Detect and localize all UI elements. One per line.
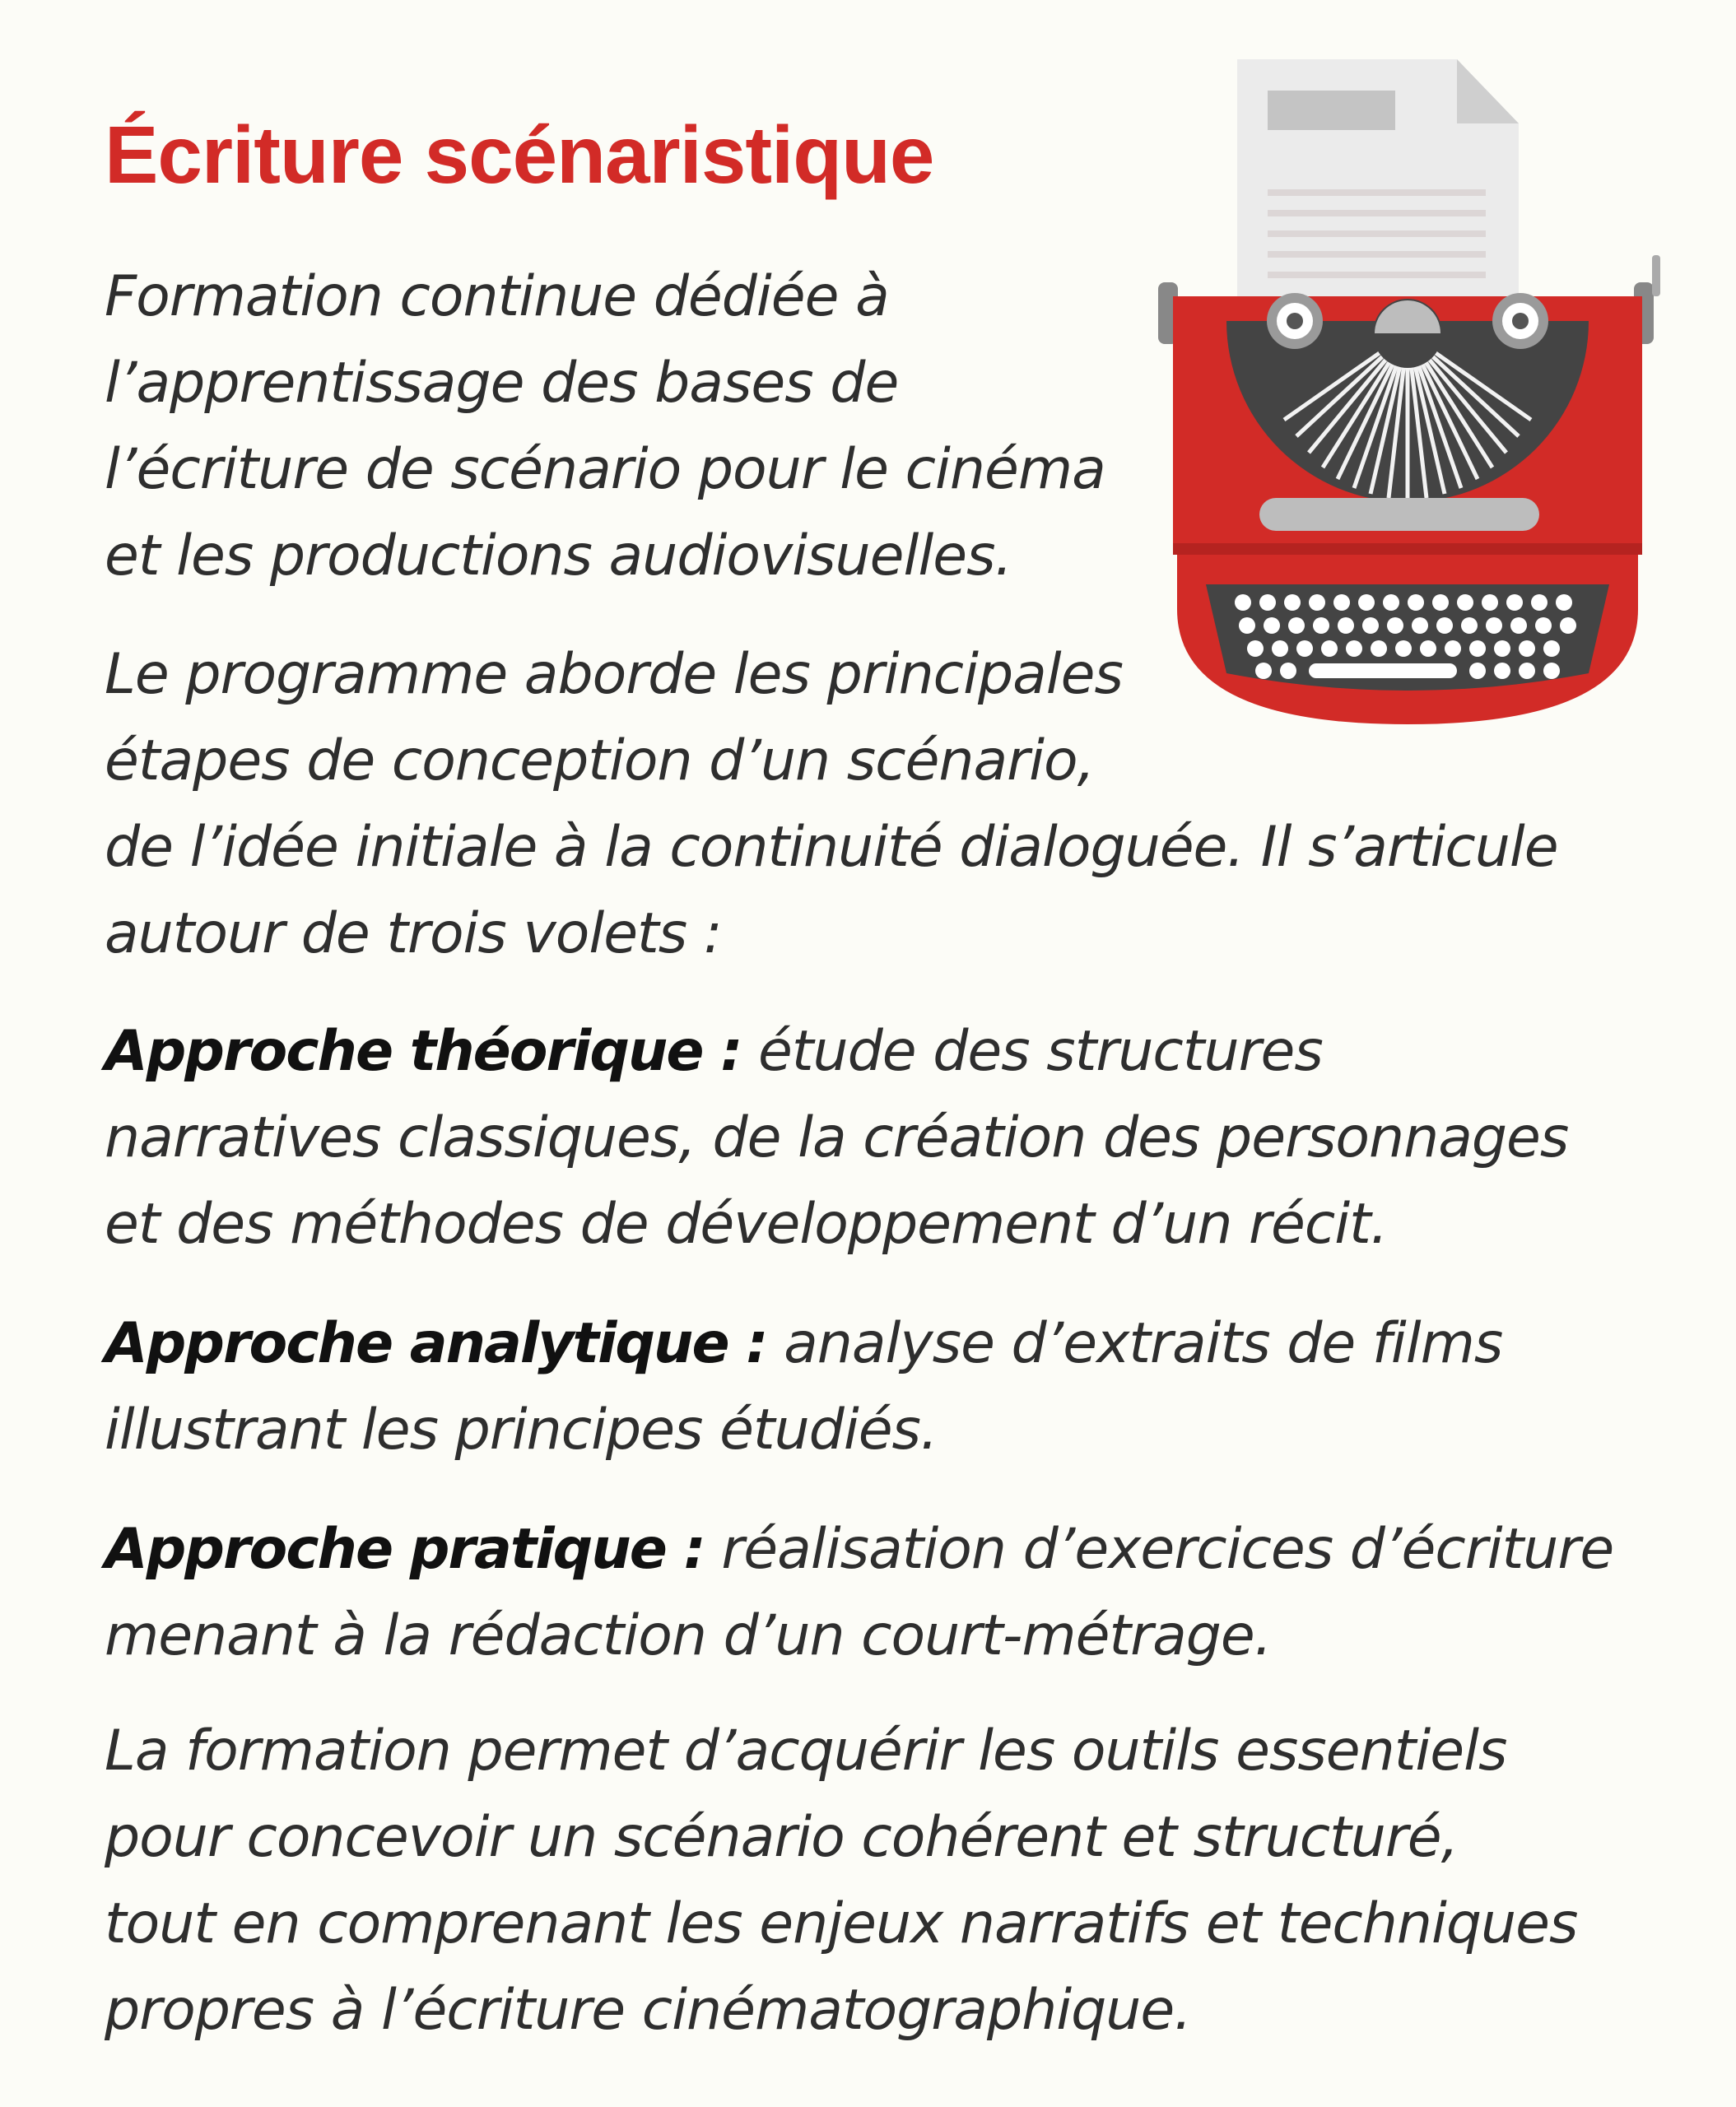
volet-line: illustrant les principes étudiés. — [105, 1398, 938, 1463]
volet-line: menant à la rédaction d’un court-métrage. — [105, 1603, 1272, 1668]
volet-line: narratives classiques, de la création des personnages — [105, 1105, 1569, 1170]
conclusion-line: tout en comprenant les enjeux narratifs et techniques — [105, 1891, 1578, 1956]
volet-text: étude des structures — [741, 1019, 1323, 1084]
programme-line: de l’idée initiale à la continuité dialoguée. Il s’articule — [105, 815, 1558, 880]
intro-line: et les productions audiovisuelles. — [105, 523, 1012, 588]
volet-analytique — [105, 1300, 1701, 1473]
typewriter-icon — [1140, 49, 1683, 733]
programme-paragraph — [105, 631, 1701, 977]
programme-line: Le programme aborde les principales — [105, 642, 1123, 707]
volet-label: Approche théorique : — [105, 1019, 742, 1084]
intro-paragraph — [105, 253, 1125, 599]
volet-first-line — [105, 1506, 1701, 1593]
conclusion-line: La formation permet d’acquérir les outils essentiels — [105, 1719, 1507, 1784]
volet-text: réalisation d’exercices d’écriture — [704, 1517, 1614, 1582]
conclusion-line: propres à l’écriture cinématographique. — [105, 1978, 1191, 2043]
page-title: Écriture scénaristique — [105, 109, 934, 200]
intro-line: l’apprentissage des bases de — [105, 351, 899, 416]
volet-label: Approche pratique : — [105, 1517, 705, 1582]
volet-line: et des méthodes de développement d’un récit. — [105, 1192, 1388, 1257]
volet-first-line — [105, 1300, 1701, 1387]
volet-text: analyse d’extraits de films — [766, 1311, 1503, 1376]
programme-line: autour de trois volets : — [105, 901, 722, 966]
intro-line: Formation continue dédiée à — [105, 264, 889, 329]
conclusion-line: pour concevoir un scénario cohérent et structuré, — [105, 1805, 1459, 1870]
intro-line: l’écriture de scénario pour le cinéma — [105, 437, 1105, 502]
volet-first-line — [105, 1008, 1701, 1095]
volet-theorique — [105, 1008, 1701, 1267]
volet-pratique — [105, 1506, 1701, 1679]
conclusion-paragraph — [105, 1708, 1701, 2054]
volet-label: Approche analytique : — [105, 1311, 767, 1376]
programme-line: étapes de conception d’un scénario, — [105, 728, 1095, 793]
